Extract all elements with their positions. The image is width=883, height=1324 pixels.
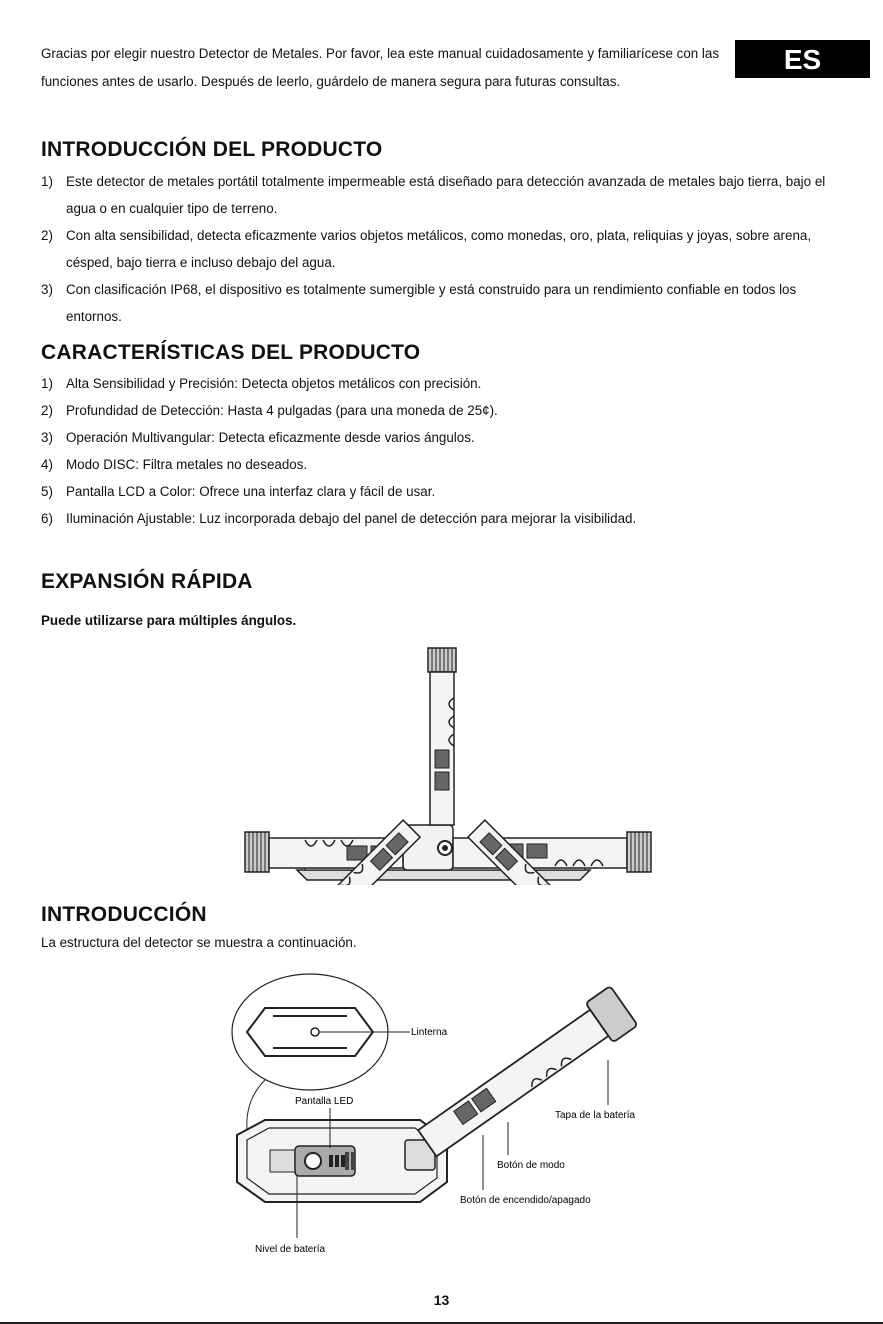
structure-diagram [225,970,675,1265]
list-item: 1) Este detector de metales portátil totalmente impermeable está diseñado para detección avanzada de metales bajo tierra, bajo el agua o en cualquier tipo de terreno. [41,174,826,216]
page-number: 13 [433,1292,450,1308]
list-item: 2) Con alta sensibilidad, detecta eficazmente varios objetos metálicos, como monedas, oro, plata, reliquias y joyas, sobre arena, césped, bajo tierra e incluso debajo del agua. [41,228,812,270]
structure-description: La estructura del detector se muestra a continuación. [41,935,357,950]
section-title-quick-expansion: EXPANSIÓN RÁPIDA [41,570,253,593]
section-title-features: CARACTERÍSTICAS DEL PRODUCTO [41,341,421,364]
flashlight-icon [311,1028,319,1036]
list-item: 4) Modo DISC: Filtra metales no deseados. [41,457,308,472]
features-list [41,370,851,532]
list-item: 1) Alta Sensibilidad y Precisión: Detecta objetos metálicos con precisión. [41,376,482,391]
list-item: 3) Operación Multivangular: Detecta eficazmente desde varios ángulos. [41,430,475,445]
handle-vertical [428,648,456,825]
list-item: 3) Con clasificación IP68, el dispositivo es totalmente sumergible y está construido para un rendimiento confiable en todos los entornos. [41,282,797,324]
label-mode-button: Botón de modo [497,1160,565,1171]
label-flashlight: Linterna [411,1027,448,1038]
list-item: 6) Iluminación Ajustable: Luz incorporada debajo del panel de detección para mejorar la visibilidad. [41,511,637,526]
intro-paragraph: Gracias por elegir nuestro Detector de Metales. Por favor, lea este manual cuidadosamente y familiarícese con las funciones antes de usarlo. Después de leerlo, guárdelo de manera segura para futuras consultas. [41,46,720,89]
label-battery-cover: Tapa de la batería [555,1110,636,1121]
label-led-screen: Pantalla LED [295,1096,354,1107]
list-item: 5) Pantalla LCD a Color: Ofrece una interfaz clara y fácil de usar. [41,484,436,499]
language-badge: ES [735,40,870,78]
label-battery-level: Nivel de batería [255,1244,326,1255]
label-power-button: Botón de encendido/apagado [460,1195,591,1206]
section-title-product-intro: INTRODUCCIÓN DEL PRODUCTO [41,138,383,161]
handle-diagonal [414,986,638,1163]
quick-expansion-subtitle: Puede utilizarse para múltiples ángulos. [41,613,297,628]
product-intro-list [41,168,851,330]
section-title-structure: INTRODUCCIÓN [41,903,207,926]
list-item: 2) Profundidad de Detección: Hasta 4 pulgadas (para una moneda de 25¢). [41,403,498,418]
multi-angle-illustration [235,640,655,885]
